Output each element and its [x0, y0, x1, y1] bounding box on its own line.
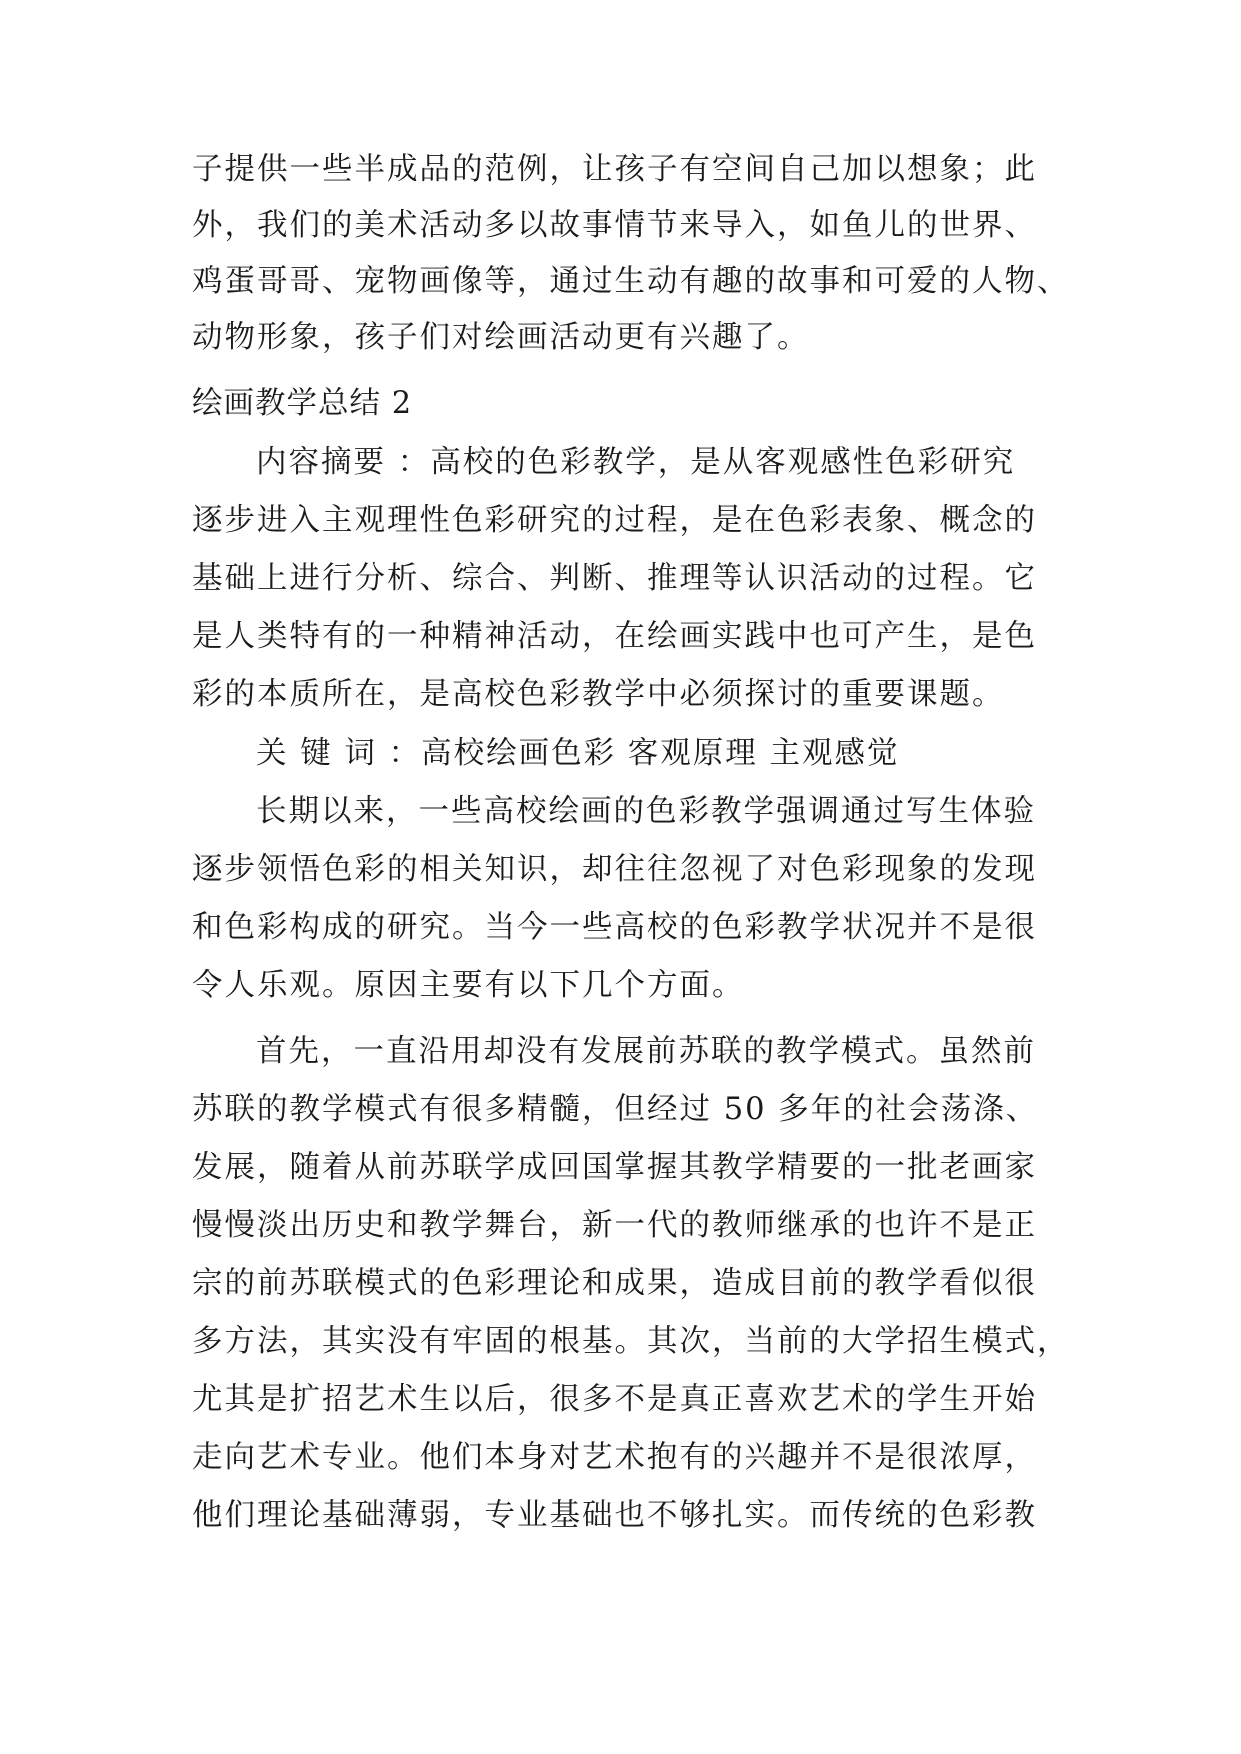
- text-line: 内容摘要 ：高校的色彩教学，是从客观感性色彩研究: [256, 445, 1016, 480]
- text-line: 逐步领悟色彩的相关知识，却往往忽视了对色彩现象的发现: [192, 852, 1037, 887]
- text-line: 是人类特有的一种精神活动，在绘画实践中也可产生，是色: [192, 619, 1037, 654]
- text-line: 令人乐观。原因主要有以下几个方面。: [192, 968, 745, 1003]
- text-line: 彩的本质所在，是高校色彩教学中必须探讨的重要课题。: [192, 677, 1005, 712]
- section-heading: 绘画教学总结 2: [192, 386, 413, 421]
- keywords-line: 关 键 词 ：高校绘画色彩 客观原理 主观感觉: [256, 736, 900, 771]
- text-line: 首先，一直沿用却没有发展前苏联的教学模式。虽然前: [256, 1034, 1036, 1069]
- text-line: 慢慢淡出历史和教学舞台，新一代的教师继承的也许不是正: [192, 1208, 1037, 1243]
- text-line: 外，我们的美术活动多以故事情节来导入，如鱼儿的世界、: [192, 208, 1037, 243]
- text-line: 他们理论基础薄弱，专业基础也不够扎实。而传统的色彩教: [192, 1498, 1037, 1533]
- text-line: 和色彩构成的研究。当今一些高校的色彩教学状况并不是很: [192, 910, 1037, 945]
- text-line: 长期以来，一些高校绘画的色彩教学强调通过写生体验: [256, 794, 1036, 829]
- text-line: 多方法，其实没有牢固的根基。其次，当前的大学招生模式，: [192, 1324, 1070, 1359]
- text-line: 逐步进入主观理性色彩研究的过程，是在色彩表象、概念的: [192, 503, 1037, 538]
- text-line: 尤其是扩招艺术生以后，很多不是真正喜欢艺术的学生开始: [192, 1382, 1037, 1417]
- text-line: 基础上进行分析、综合、判断、推理等认识活动的过程。它: [192, 561, 1037, 596]
- text-line: 动物形象，孩子们对绘画活动更有兴趣了。: [192, 320, 810, 355]
- text-line: 发展，随着从前苏联学成回国掌握其教学精要的一批老画家: [192, 1150, 1037, 1185]
- text-line: 宗的前苏联模式的色彩理论和成果，造成目前的教学看似很: [192, 1266, 1037, 1301]
- text-line: 子提供一些半成品的范例，让孩子有空间自己加以想象；此: [192, 152, 1037, 187]
- text-line: 苏联的教学模式有很多精髓，但经过 50 多年的社会荡涤、: [192, 1092, 1039, 1127]
- text-line: 鸡蛋哥哥、宠物画像等，通过生动有趣的故事和可爱的人物、: [192, 264, 1070, 299]
- text-line: 走向艺术专业。他们本身对艺术抱有的兴趣并不是很浓厚，: [192, 1440, 1037, 1475]
